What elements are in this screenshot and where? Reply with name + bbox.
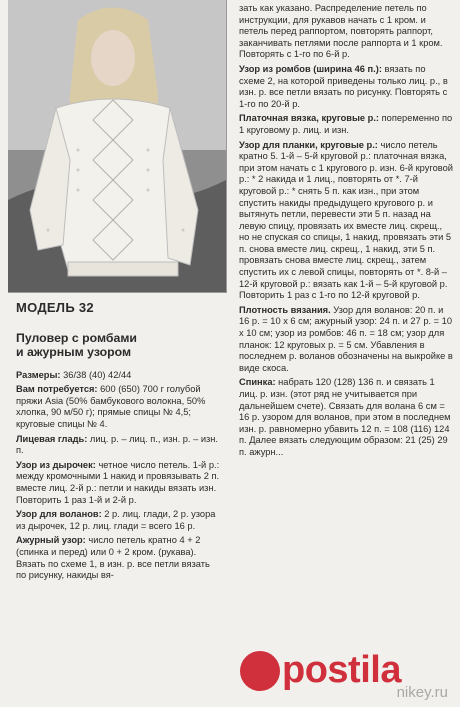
model-number: МОДЕЛЬ 32	[16, 300, 94, 315]
right-column	[239, 3, 453, 462]
stockinette-paragraph: Лицевая гладь: лиц. р. – лиц. п., изн. р. – изн. п.	[16, 433, 219, 456]
eyelet-pattern-paragraph: Узор из дырочек: четное число петель. 1-й р.: между кромочными 1 накид и провязывать 2 п. вместе лиц. 2-й р.: петли и накиды вязать изн. Повторить 1 раз 1-й и 2-й р.	[16, 459, 220, 505]
pin-icon	[240, 651, 280, 691]
model-title	[16, 331, 222, 360]
watermark-site: nikey.ru	[396, 684, 448, 701]
watermark-brand: postila	[282, 649, 401, 691]
back-paragraph: Спинка: набрать 120 (128) 136 п. и связать 1 лиц. р. изн. (этот ряд не учитывается при дальнейшем счете). Связать для волана 6 см = 16 р. узором для воланов, при этом в последнем изн. р. равномерно убавить 12 п. = 108 (116) 124 п. Далее вязать следующим образом: 21 (25) 29 п. ажурн...	[239, 377, 451, 457]
ruffle-pattern-paragraph: Узор для воланов: 2 р. лиц. глади, 2 р. узора из дырочек, 12 р. лиц. глади = всего 16 р.	[16, 509, 216, 531]
band-pattern-paragraph: Узор для планки, круговые р.: число петель кратно 5. 1-й – 5-й круговой р.: платочная вязка, при этом начать с 1 кругового р. изн. 6-й круговой р.: * 2 накида и 1 лиц., повторять от *. 7-й круговой р.: * снять 5 п. как изн., при этом спустить накиды предыдущего кругового р. и вытянуть петли, перевести эти 5 п. назад на левую спицу, провязать их вместе лиц. скрещ., но не спуская со спицы, 1 накид, провязать эти 5 п. снова вместе лиц. скрещ., 1 накид, эти 5 п. провязать снова вместе лиц. скрещ., затем спустить их с левой спицы, повторять от *. 8-й – 12-й круговой р.: вязать как 1-й – 5-й круговой р. Повторить 1 раз с 1-го по 12-й круговой р.	[239, 139, 453, 301]
title-line: и ажурным узором	[16, 345, 132, 360]
gauge-paragraph: Плотность вязания. Узор для воланов: 20 п. и 16 р. = 10 х 6 см; ажурный узор: 24 п. и 27 р. = 10 х 10 см; узор из ромбов: 46 п. = 18 см; узор для планок: 12 круговых р. = 5 см. Убавления в последнем р. воланов обозначены на выкройке в виде скоса.	[239, 304, 453, 373]
sizes-paragraph: Размеры: 36/38 (40) 42/44	[16, 369, 132, 380]
diamond-pattern-paragraph: Узор из ромбов (ширина 46 п.): вязать по схеме 2, на которой приведены только лиц. р., в изн. р. все петли вязать по рисунку. Повторять с 1-го по 20-й р.	[239, 63, 448, 109]
lace-pattern-paragraph: Ажурный узор: число петель кратно 4 + 2 (спинка и перед) или 0 + 2 кром. (рукава). Вязать по схеме 1, в изн. р. все петли вязать по рисунку, накиды вя-	[16, 535, 210, 581]
watermark	[240, 649, 454, 701]
garter-stitch-paragraph: Платочная вязка, круговые р.: попеременно по 1 круговому р. лиц. и изн.	[239, 113, 453, 135]
lace-continued-paragraph: зать как указано. Распределение петель по инструкции, для рукавов начать с 1 кром. и петель перед раппортом, повторять раппорт, заканчивать петлями после раппорта и 1 кром. Повторять с 1-го по 6-й р.	[239, 3, 443, 60]
title-line: Пуловер с ромбами	[16, 330, 137, 345]
materials-paragraph: Вам потребуется: 600 (650) 700 г голубой пряжи Asia (50% бамбукового волокна, 50% хлопка, 90 м/50 г); прямые спицы № 4,5; круговые спицы № 4.	[16, 384, 206, 429]
left-column	[16, 302, 222, 585]
sweater-photo	[8, 0, 227, 293]
